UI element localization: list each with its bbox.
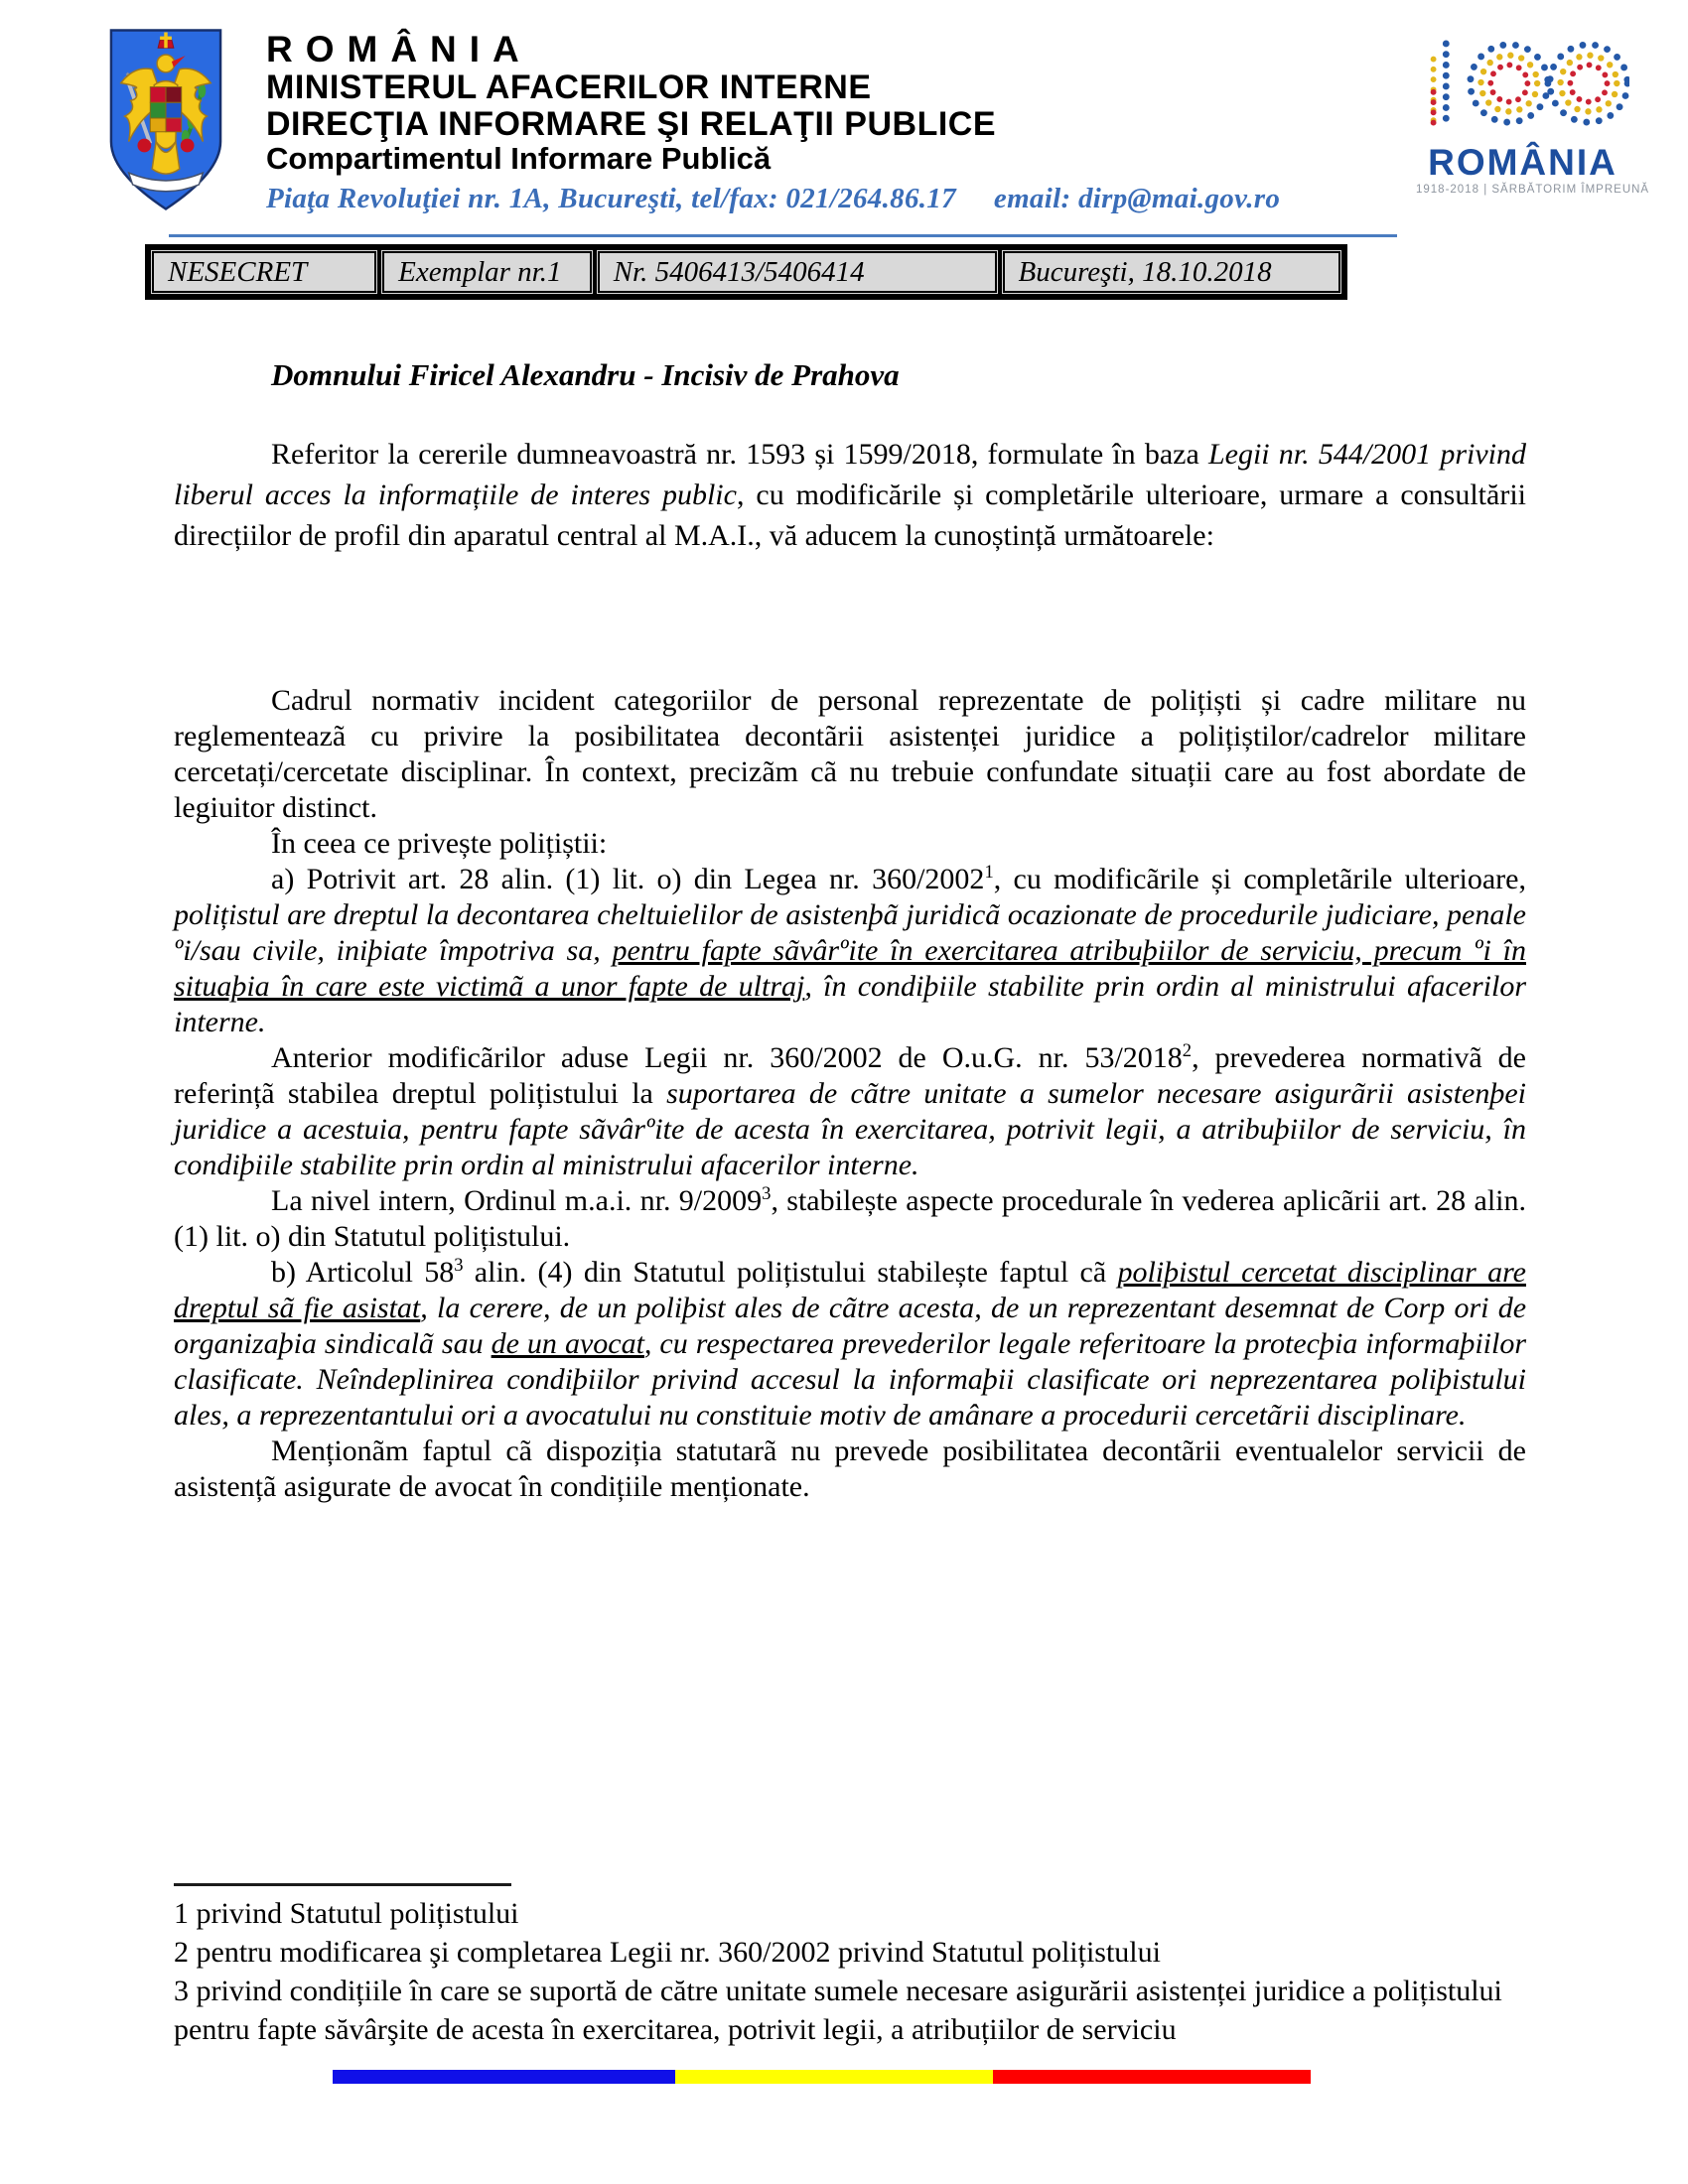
footnote-2: 2 pentru modificarea şi completarea Legii nr. 360/2002 privind Statutul polițistului <box>174 1936 1161 1969</box>
letter-paragraph-6: La nivel intern, Ordinul m.a.i. nr. 9/2009$^3$, stabilește aspecte procedurale în vederea aplicãrii art. 28 alin. (1) lit. o) din Statutul polițistului. <box>174 1183 1526 1253</box>
letter-paragraph-7: b) Articolul $58^3$ alin. (4) din Statutul polițistului stabilește faptul cã poliþistul cercetat disciplinar are dreptul sã fie asistat, la cerere, de un poliþist ales de cãtre acesta, de un reprezentant desemnat de Corp ori de organizaþia sindicalã sau de un avocat, cu respectarea prevederilor legale referitoare la protecþia informaþiilor clasificate. Neîndeplinirea condiþiilor privind accesul la informaþii clasificate ori neprezentarea poliþistului ales, a reprezentantului ori a avocatului nu constituie motiv de amânare a procedurii cercetãrii disciplinare. <box>174 1255 1527 1432</box>
meta-cell-place-date: Bucureşti, 18.10.2018 <box>1000 248 1343 296</box>
header-rule <box>169 234 1397 237</box>
letter-paragraph-3: În ceea ce privește polițiștii: <box>271 827 608 860</box>
footnote-1: 1 privind Statutul polițistului <box>174 1897 519 1930</box>
meta-cell-number: Nr. 5406413/5406414 <box>595 248 1000 296</box>
letter-intro-block <box>174 434 1526 556</box>
meta-cell-copy: Exemplar nr.1 <box>379 248 595 296</box>
header-department: Compartimentul Informare Publică <box>266 141 772 177</box>
letter-paragraph-8: Menționãm faptul cã dispoziția statutarã nu prevede posibilitatea decontãrii eventualelor servicii de asistențã asigurate de avocat în condițiile menționate. <box>174 1434 1526 1503</box>
flag-yellow-segment <box>675 2070 993 2084</box>
letter-paragraph-5: Anterior modificãrilor aduse Legii nr. 360/2002 de O.u.G. nr. 53/2018$^2$, prevederea normativã de referințã stabilea dreptul polițistului la suportarea de cãtre unitate a sumelor necesare asigurãrii asistenþei juridice a acestuia, pentru fapte sãvârºite de acesta în exercitarea, potrivit legii, a atribuþiilor de serviciu, în condiþiile stabilite prin ordin al ministrului afacerilor interne. <box>174 1040 1527 1181</box>
footnote-separator <box>174 1883 511 1886</box>
header-block <box>266 30 1280 214</box>
flag-blue-segment <box>333 2070 675 2084</box>
footnote-3: 3 privind condițiile în care se suportă de către unitate sumele necesare asigurării asistenței juridice a polițistului pentru fapte săvârşite de acesta în exercitarea, potrivit legii, a atribuțiilor de serviciu <box>174 1975 1502 2046</box>
header-country: ROMÂNIA <box>266 29 532 69</box>
letter-paragraph-1: Referitor la cererile dumneavoastră nr. 1593 și 1599/2018, formulate în baza Legii nr. 544/2001 privind liberul acces la informațiile de interes public, cu modificările și completările ulterioare, urmare a consultării direcțiilor de profil din aparatul central al M.A.I., vă aducem la cunoștință următoarele: <box>174 438 1526 552</box>
salutation: Domnului Firicel Alexandru - Incisiv de Prahova <box>271 357 900 392</box>
header-address <box>266 184 1280 214</box>
meta-table <box>145 244 1347 300</box>
flag-stripe <box>333 2070 1311 2084</box>
header-directorate: DIRECŢIA INFORMARE ŞI RELAŢII PUBLICE <box>266 104 997 143</box>
coat-of-arms-icon <box>107 26 224 212</box>
footnotes-block <box>174 1894 1526 2049</box>
letter-paragraph-4: a) Potrivit art. 28 alin. (1) lit. o) din Legea nr. 360/2002$^1$, cu modificãrile și completãrile ulterioare, polițistul are dreptul la decontarea cheltuielilor de asistenþã juridicã ocazionate de procedurile judiciare, penale ºi/sau civile, iniþiate împotriva sa, pentru fapte sãvârºite în exercitarea atribuþiilor de serviciu, precum ºi în situaþia în care este victimã a unor fapte de ultraj, în condiþiile stabilite prin ordin al ministrului afacerilor interne. <box>174 862 1526 1038</box>
header-ministry: MINISTERUL AFACERILOR INTERNE <box>266 68 872 106</box>
meta-cell-classification: NESECRET <box>149 248 379 296</box>
header-address-text: Piaţa Revoluţiei nr. 1A, Bucureşti, tel/fax: 021/264.86.17 <box>266 182 956 214</box>
centenary-logo-tagline: 1918-2018 | SĂRBĂTORIM ÎMPREUNĂ <box>1416 184 1650 196</box>
centenary-logo <box>1416 30 1650 196</box>
centenary-logo-title: ROMÂNIA <box>1428 142 1618 183</box>
letter-body-block <box>174 683 1526 1505</box>
flag-red-segment <box>993 2070 1311 2084</box>
letter-paragraph-2: Cadrul normativ incident categoriilor de personal reprezentate de polițiști și cadre militare nu reglementeazã cu privire la posibilitatea decontãrii asistenței juridice a polițiștilor/cadrelor militare cercetați/cercetate disciplinar. În context, precizãm cã nu trebuie confundate situații care au fost abordate de legiuitor distinct. <box>174 684 1526 824</box>
header-email: email: dirp@mai.gov.ro <box>993 182 1281 214</box>
centenary-100-icon <box>1416 30 1629 139</box>
